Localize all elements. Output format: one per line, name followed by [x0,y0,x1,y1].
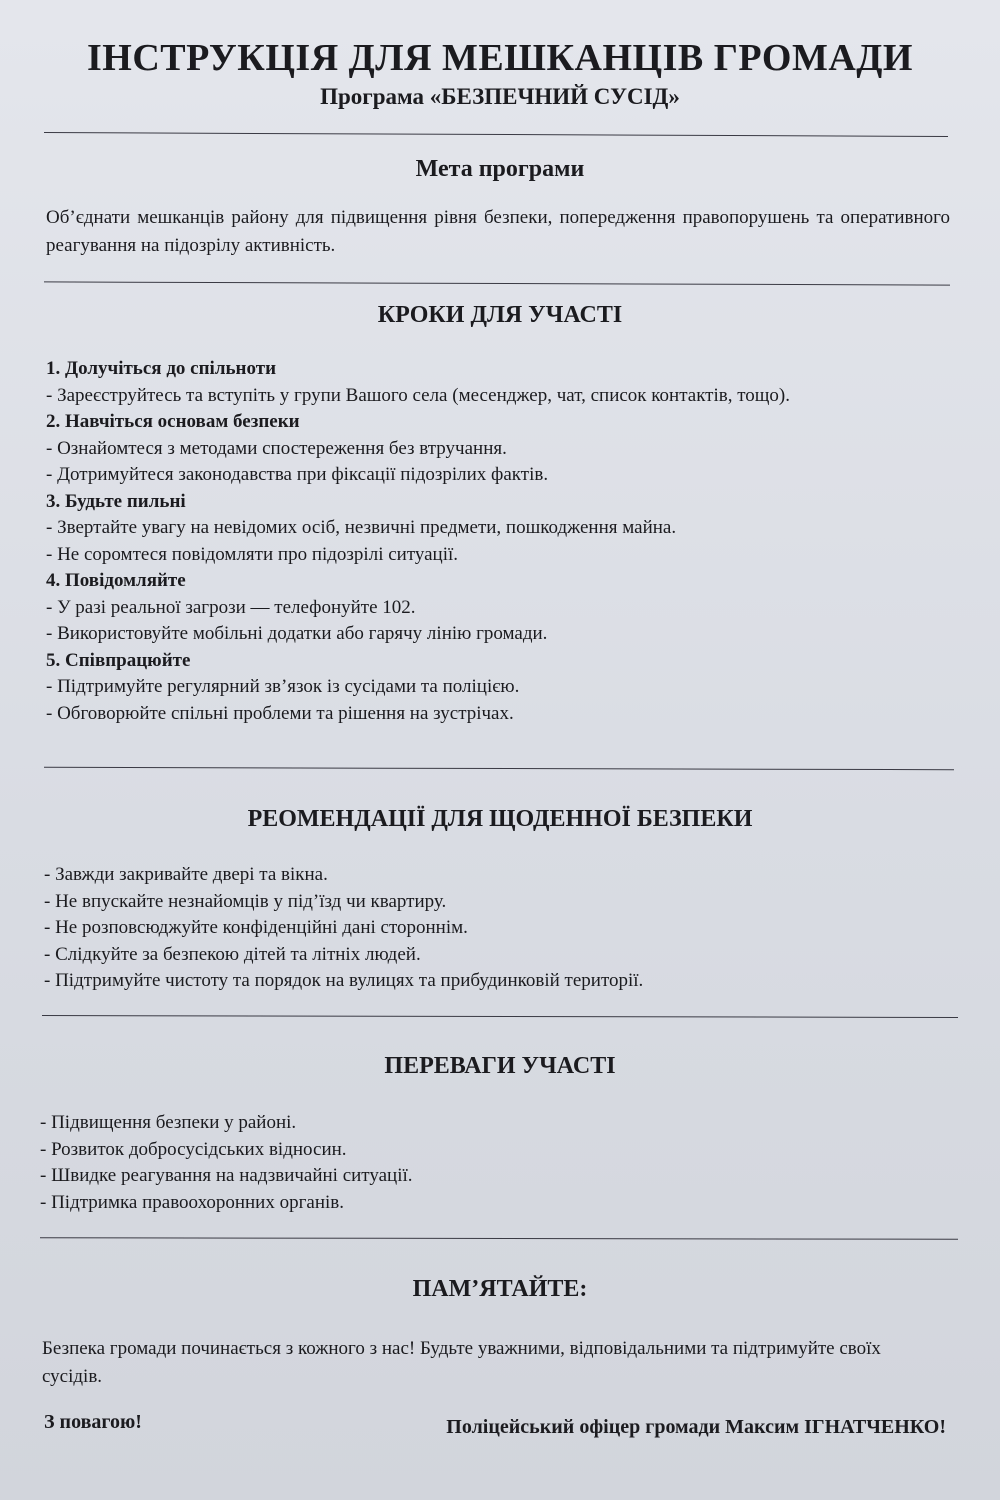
document-subtitle: Програма «БЕЗПЕЧНИЙ СУСІД» [320,84,680,109]
step-title: 1. Долучіться до спільноти [46,358,277,379]
step-title: 3. Будьте пильні [46,490,186,512]
benefits-heading: ПЕРЕВАГИ УЧАСТІ [384,1053,616,1079]
recommendations-list [44,862,944,995]
list-item: - Завжди закривайте двері та вікна. [44,864,328,885]
divider [44,767,954,770]
step-line: - Обговорюйте спільні проблеми та рішення на зустрічах. [46,702,514,724]
document-title: ІНСТРУКЦІЯ ДЛЯ МЕШКАНЦІВ ГРОМАДИ [87,37,913,79]
divider [40,1237,958,1240]
list-item: - Слідкуйте за безпекою дітей та літніх людей. [44,943,421,965]
divider [44,281,950,285]
step-title: 5. Співпрацюйте [46,649,191,671]
step-line: - Ознайомтеся з методами спостереження без втручання. [46,437,507,459]
recommendations-heading: РЕОМЕНДАЦІЇ ДЛЯ ЩОДЕННОЇ БЕЗПЕКИ [247,806,753,832]
list-item: - Підвищення безпеки у районі. [40,1112,297,1133]
reminder-heading: ПАМ’ЯТАЙТЕ: [412,1276,588,1302]
step-line: - Дотримуйтеся законодавства при фіксації підозрілих фактів. [46,464,549,485]
list-item: - Підтримка правоохоронних органів. [40,1191,344,1213]
goal-heading: Мета програми [415,156,585,182]
steps-heading: КРОКИ ДЛЯ УЧАСТІ [377,302,623,328]
step-line: - У разі реальної загрози — телефонуйте 102. [46,596,416,618]
list-item: - Не розповсюджуйте конфіденційні дані стороннім. [44,917,468,938]
step-title: 2. Навчіться основам безпеки [46,411,300,432]
step-line: - Використовуйте мобільні додатки або гарячу лінію громади. [46,623,548,644]
step-line: - Не соромтеся повідомляти про підозрілі ситуації. [46,543,459,565]
benefits-list [40,1110,940,1216]
step-title: 4. Повідомляйте [46,570,186,591]
step-line: - Підтримуйте регулярний зв’язок із сусідами та поліцією. [46,676,520,697]
goal-text: Об’єднати мешканців району для підвищення рівня безпеки, попередження правопорушень та оперативного реагування на підозрілу активність. [46,207,950,256]
step-line: - Звертайте увагу на невідомих осіб, незвичні предмети, пошкодження майна. [46,517,677,538]
divider [44,132,948,137]
list-item: - Підтримуйте чистоту та порядок на вулицях та прибудинковій території. [44,970,644,991]
step-line: - Зареєструйтесь та вступіть у групи Вашого села (месенджер, чат, список контактів, тощо). [46,384,790,406]
list-item: - Розвиток добросусідських відносин. [40,1138,347,1160]
list-item: - Не впускайте незнайомців у під’їзд чи квартиру. [44,890,447,912]
list-item: - Швидке реагування на надзвичайні ситуації. [40,1165,413,1186]
divider [42,1015,958,1018]
closing-phrase: З повагою! [44,1411,142,1433]
steps-list [46,356,946,727]
signature-author: Поліцейський офіцер громади Максим ІГНАТЧЕНКО! [446,1416,946,1438]
reminder-text: Безпека громади починається з кожного з нас! Будьте уважними, відповідальними та підтримуйте своїх сусідів. [42,1338,881,1387]
